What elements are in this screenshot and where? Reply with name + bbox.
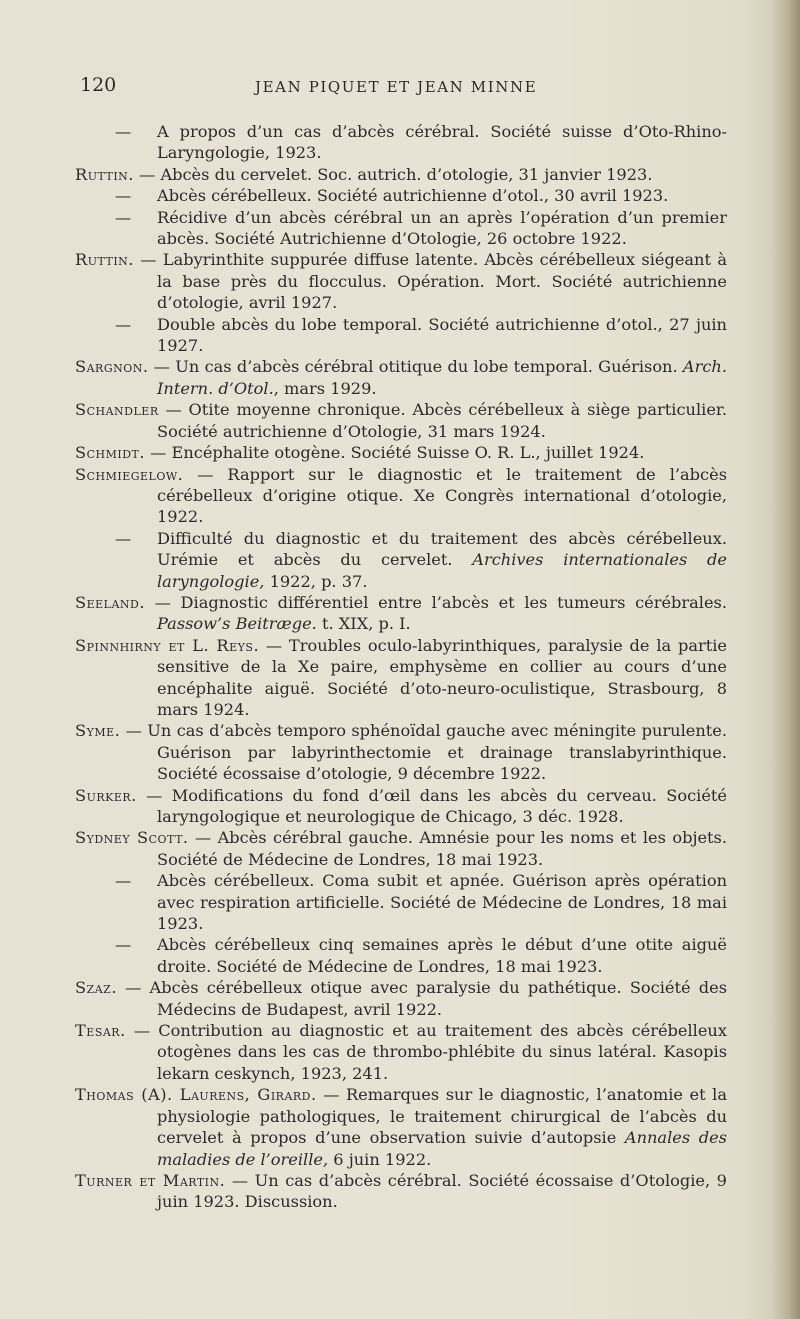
entry-text: Abcès cérébelleux. Société autrichienne d’otol., 30 avril 1923. xyxy=(157,186,669,206)
bibliography-entry xyxy=(75,635,727,721)
bibliography-list xyxy=(75,121,727,1213)
page-edge-shadow xyxy=(772,0,800,1319)
entry-text: — Un cas d’abcès temporo sphénoïdal gauche avec méningite purulente. Guérison par labyrinthectomie et drainage translabyrinthique. Société écossaise d’otologie, 9 décembre 1922. xyxy=(125,721,727,784)
entry-text: Abcès cérébelleux. Coma subit et apnée. Guérison après opération avec respiration artificielle. Société de Médecine de Londres, 18 mai 1923. xyxy=(157,871,727,934)
entry-text: — Abcès cérébral gauche. Amnésie pour les noms et les objets. Société de Médecine de Londres, 18 mai 1923. xyxy=(157,828,727,869)
entry-text: Abcès cérébelleux cinq semaines après le début d’une otite aiguë droite. Société de Médecine de Londres, 18 mai 1923. xyxy=(157,935,727,976)
entry-author: Tesar. xyxy=(75,1021,126,1041)
bibliography-entry xyxy=(75,399,727,442)
entry-text: Récidive d’un abcès cérébral un an après l’opération d’un premier abcès. Société Autrichienne d’Otologie, 26 octobre 1922. xyxy=(157,207,727,249)
ditto-dash: — xyxy=(115,935,132,955)
entry-text: Difficulté du diagnostic et du traitement des abcès cérébelleux. Urémie et abcès du cervelet. xyxy=(157,528,727,570)
entry-author: Szaz. xyxy=(75,978,117,998)
entry-text: — Troubles oculo-labyrinthiques, paralysie de la partie sensitive de la Xe paire, emphysème en collier au cours d’une encéphalite aiguë. Société d’oto-neuro-oculistique, Strasbourg, 8 mars 1924. xyxy=(157,635,727,719)
bibliography-entry xyxy=(75,442,727,463)
entry-text: — Encéphalite otogène. Société Suisse O. R. L., juillet 1924. xyxy=(150,443,645,463)
page-header xyxy=(80,74,730,104)
entry-date: t. XIX, p. I. xyxy=(316,614,411,634)
bibliography-entry xyxy=(75,464,727,528)
bibliography-entry xyxy=(75,934,727,977)
entry-author: Spinnhirny et L. Reys. xyxy=(75,635,260,655)
entry-journal: Annales des maladies de l’oreille, xyxy=(157,1128,727,1169)
entry-text: Double abcès du lobe temporal. Société autrichienne d’otol., 27 juin 1927. xyxy=(157,314,727,356)
entry-author: Turner et Martin. xyxy=(75,1170,226,1190)
entry-author: Schmidt. xyxy=(75,443,146,463)
bibliography-entry xyxy=(75,1170,727,1213)
entry-journal: Archives internationales de laryngologie, xyxy=(157,550,727,591)
page-number: 120 xyxy=(80,74,117,96)
entry-author: Schandler xyxy=(75,400,159,420)
entry-author: Ruttin. xyxy=(75,250,134,270)
bibliography-entry xyxy=(75,121,727,164)
bibliography-entry xyxy=(75,249,727,313)
bibliography-entry xyxy=(75,185,727,206)
entry-text: — Abcès cérébelleux otique avec paralysie du pathétique. Société des Médecins de Budapest, avril 1922. xyxy=(125,978,727,1019)
entry-journal: Arch. Intern. d’Otol. xyxy=(157,357,727,398)
entry-date: , mars 1929. xyxy=(273,378,377,398)
running-head: JEAN PIQUET ET JEAN MINNE xyxy=(255,78,538,96)
bibliography-entry xyxy=(75,870,727,934)
bibliography-entry xyxy=(75,827,727,870)
entry-author: Surker. xyxy=(75,785,137,805)
bibliography-entry xyxy=(75,592,727,635)
entry-author: Thomas (A). Laurens, Girard. xyxy=(75,1085,317,1105)
entry-text: — Abcès du cervelet. Soc. autrich. d’otologie, 31 janvier 1923. xyxy=(139,164,653,184)
bibliography-entry xyxy=(75,207,727,250)
entry-text: — Otite moyenne chronique. Abcès cérébelleux à siège particulier. Société autrichienne d’Otologie, 31 mars 1924. xyxy=(157,400,727,441)
ditto-dash: — xyxy=(115,871,132,891)
bibliography-entry xyxy=(75,528,727,592)
ditto-dash: — xyxy=(115,528,132,548)
entry-author: Sydney Scott. xyxy=(75,828,189,848)
bibliography-entry xyxy=(75,1020,727,1084)
ditto-dash: — xyxy=(115,122,132,141)
entry-author: Schmiegelow. xyxy=(75,464,184,484)
entry-text: — Rapport sur le diagnostic et le traitement de l’abcès cérébelleux d’origine otique. Xe Congrès international d’otologie, 1922. xyxy=(157,464,727,527)
bibliography-entry xyxy=(75,1084,727,1170)
entry-author: Seeland. xyxy=(75,592,145,612)
entry-text: — Un cas d’abcès cérébral. Société écossaise d’Otologie, 9 juin 1923. Discussion. xyxy=(157,1170,727,1212)
bibliography-entry xyxy=(75,356,727,399)
ditto-dash: — xyxy=(115,314,132,334)
entry-author: Syme. xyxy=(75,721,121,741)
entry-journal: Passow’s Beitræge. xyxy=(157,614,317,634)
entry-date: 6 juin 1922. xyxy=(328,1149,432,1169)
bibliography-entry xyxy=(75,977,727,1020)
bibliography-entry xyxy=(75,164,727,185)
entry-text: — Diagnostic différentiel entre l’abcès et les tumeurs cérébrales. xyxy=(154,592,727,612)
bibliography-entry xyxy=(75,720,727,784)
entry-date: 1922, p. 37. xyxy=(264,571,368,591)
ditto-dash: — xyxy=(115,207,132,227)
entry-text: — Remarques sur le diagnostic, l’anatomie et la physiologie pathologiques, le traitement chirurgical de l’abcès du cervelet à propos d’une observation suivie d’autopsie xyxy=(157,1085,728,1148)
entry-author: Sargnon. xyxy=(75,357,149,377)
bibliography-entry xyxy=(75,785,727,828)
entry-text: — Modifications du fond d’œil dans les abcès du cerveau. Société laryngologique et neurologique de Chicago, 3 déc. 1928. xyxy=(146,785,727,826)
entry-text: A propos d’un cas d’abcès cérébral. Société suisse d’Oto-Rhino-Laryngologie, 1923. xyxy=(157,122,727,163)
bibliography-entry xyxy=(75,314,727,357)
entry-text: — Un cas d’abcès cérébral otitique du lobe temporal. Guérison. xyxy=(153,357,678,377)
entry-text: — Labyrinthite suppurée diffuse latente. Abcès cérébelleux siégeant à la base près du flocculus. Opération. Mort. Société autrichienne d’otologie, avril 1927. xyxy=(140,250,727,313)
entry-text: — Contribution au diagnostic et au traitement des abcès cérébelleux otogènes dans les cas de thrombo-phlébite du sinus latéral. Kasopis lekarn ceskynch, 1923, 241. xyxy=(133,1021,727,1083)
entry-author: Ruttin. xyxy=(75,164,134,184)
ditto-dash: — xyxy=(115,186,132,206)
